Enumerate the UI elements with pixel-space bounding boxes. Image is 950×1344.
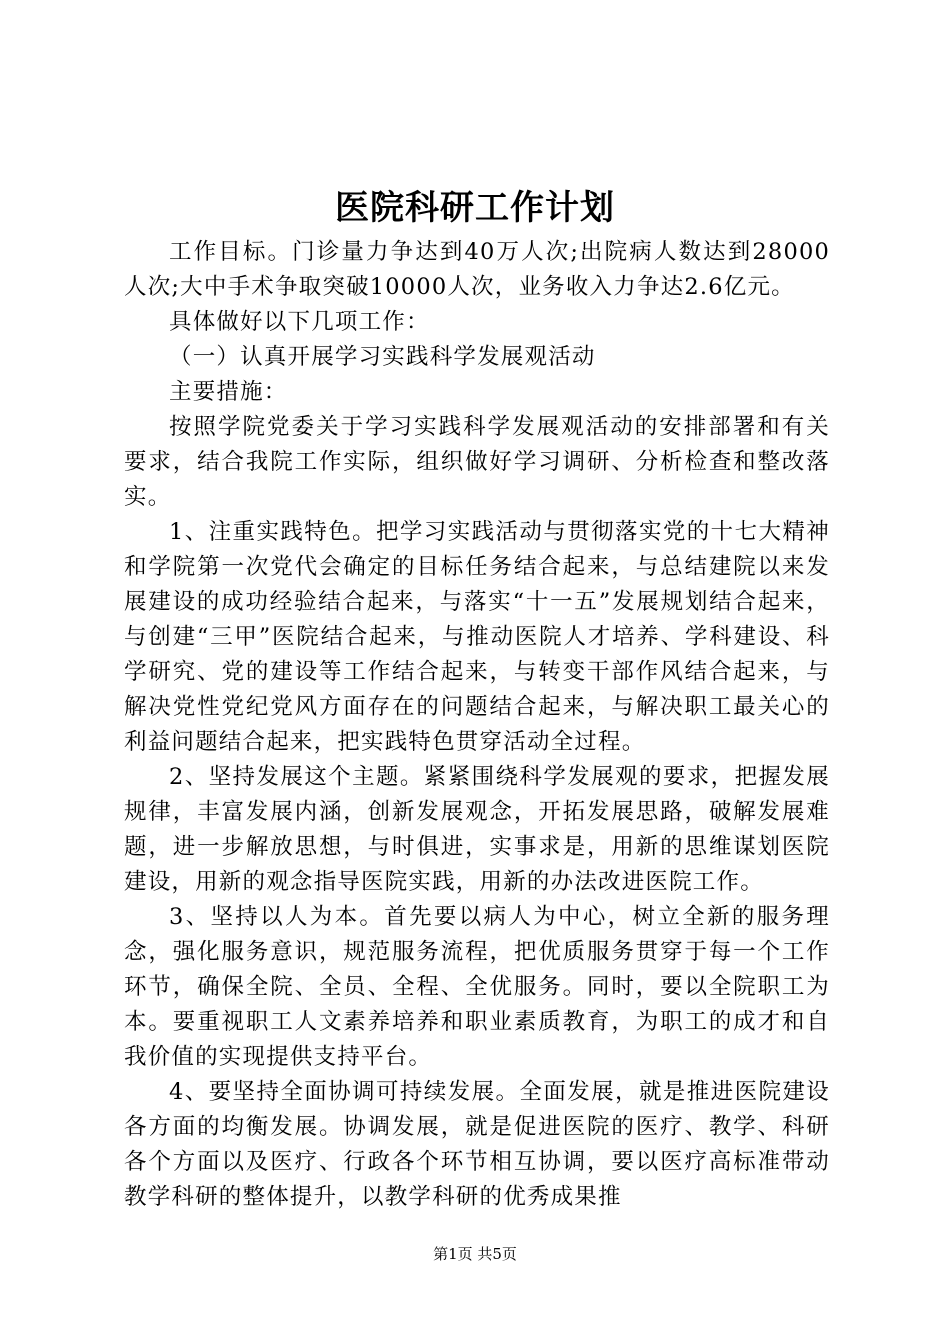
paragraph-goal: 工作目标。门诊量力争达到40万人次;出院病人数达到28000人次;大中手术争取突破10000人次，业务收入力争达2.6亿元。 <box>124 239 830 300</box>
paragraph-measures-label: 主要措施： <box>169 379 288 405</box>
section-heading-1: （一）认真开展学习实践科学发展观活动 <box>169 344 596 370</box>
page-footer: 第1页 共5页 <box>433 1245 517 1263</box>
paragraph-measures: 按照学院党委关于学习实践科学发展观活动的安排部署和有关要求，结合我院工作实际，组织做好学习调研、分析检查和整改落实。 <box>124 414 830 510</box>
paragraph-item-1: 1、注重实践特色。把学习实践活动与贯彻落实党的十七大精神和学院第一次党代会确定的目标任务结合起来，与总结建院以来发展建设的成功经验结合起来，与落实“十一五”发展规划结合起来，与创建“三甲”医院结合起来，与推动医院人才培养、学科建设、科学研究、党的建设等工作结合起来，与转变干部作风结合起来，与解决党性党纪党风方面存在的问题结合起来，与解决职工最关心的利益问题结合起来，把实践特色贯穿活动全过程。 <box>124 519 830 755</box>
paragraph-item-4: 4、要坚持全面协调可持续发展。全面发展，就是推进医院建设各方面的均衡发展。协调发展，就是促进医院的医疗、教学、科研各个方面以及医疗、行政各个环节相互协调，要以医疗高标准带动教学科研的整体提升，以教学科研的优秀成果推 <box>124 1079 830 1210</box>
document-title: 医院科研工作计划 <box>335 188 615 228</box>
paragraph-item-2: 2、坚持发展这个主题。紧紧围绕科学发展观的要求，把握发展规律，丰富发展内涵，创新发展观念，开拓发展思路，破解发展难题，进一步解放思想，与时俱进，实事求是，用新的思维谋划医院建设，用新的观念指导医院实践，用新的办法改进医院工作。 <box>124 764 830 895</box>
paragraph-tasks-intro: 具体做好以下几项工作： <box>169 309 430 335</box>
paragraph-item-3: 3、坚持以人为本。首先要以病人为中心，树立全新的服务理念，强化服务意识，规范服务流程，把优质服务贯穿于每一个工作环节，确保全院、全员、全程、全优服务。同时，要以全院职工为本。要重视职工人文素养培养和职业素质教育，为职工的成才和自我价值的实现提供支持平台。 <box>124 904 830 1070</box>
document-body <box>124 235 830 1215</box>
